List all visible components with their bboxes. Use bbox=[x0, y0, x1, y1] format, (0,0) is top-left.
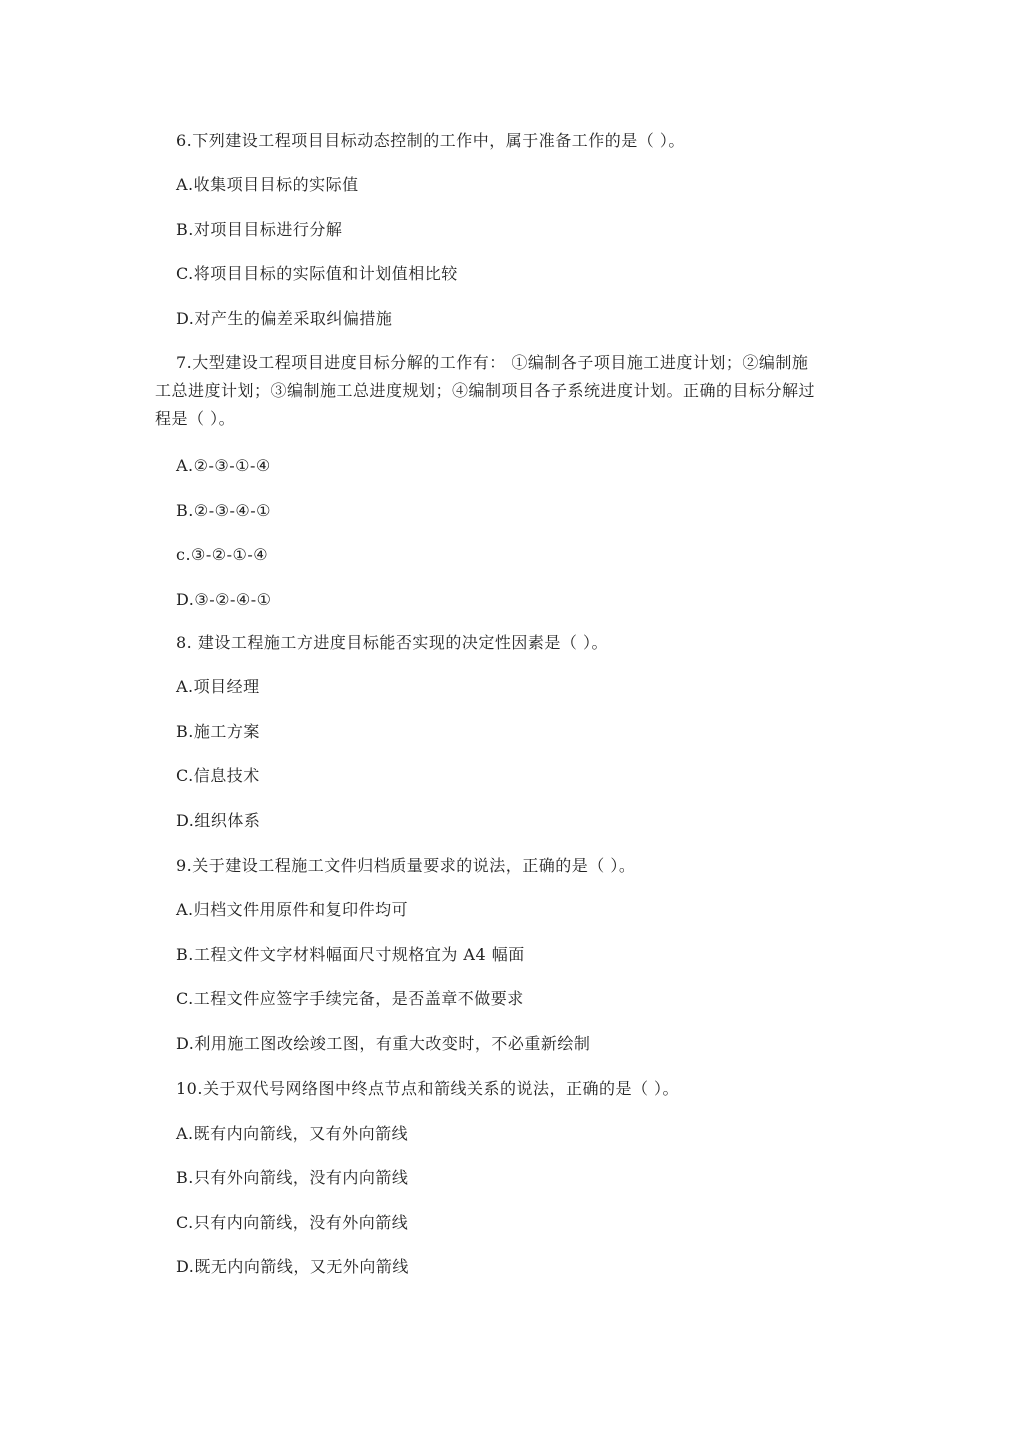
question-7-option-a: A.②-③-①-④ bbox=[176, 456, 271, 475]
question-8-option-b: B.施工方案 bbox=[176, 722, 260, 741]
question-9-stem: 9.关于建设工程施工文件归档质量要求的说法，正确的是（ ）。 bbox=[176, 856, 636, 875]
question-6-option-a: A.收集项目目标的实际值 bbox=[176, 175, 359, 194]
question-6-option-d: D.对产生的偏差采取纠偏措施 bbox=[176, 309, 393, 328]
question-10-option-c: C.只有内向箭线，没有外向箭线 bbox=[176, 1213, 409, 1232]
question-7-option-b: B.②-③-④-① bbox=[176, 501, 271, 520]
question-10-option-d: D.既无内向箭线，又无外向箭线 bbox=[176, 1257, 409, 1276]
question-9-option-b: B.工程文件文字材料幅面尺寸规格宜为 A4 幅面 bbox=[176, 945, 525, 964]
question-7-option-d: D.③-②-④-① bbox=[176, 590, 272, 609]
question-9-option-d: D.利用施工图改绘竣工图，有重大改变时，不必重新绘制 bbox=[176, 1034, 591, 1053]
question-6-option-b: B.对项目目标进行分解 bbox=[176, 220, 343, 239]
question-7-stem-line-2: 工总进度计划；③编制施工总进度规划；④编制项目各子系统进度计划。正确的目标分解过 bbox=[155, 381, 816, 400]
question-8-option-d: D.组织体系 bbox=[176, 811, 261, 830]
question-8-option-c: C.信息技术 bbox=[176, 766, 260, 785]
question-7-stem-line-3: 程是（ ）。 bbox=[155, 409, 236, 428]
question-7-option-c: c.③-②-①-④ bbox=[176, 545, 269, 564]
question-10-stem: 10.关于双代号网络图中终点节点和箭线关系的说法，正确的是（ ）。 bbox=[176, 1079, 680, 1098]
question-9-option-c: C.工程文件应签字手续完备，是否盖章不做要求 bbox=[176, 989, 524, 1008]
question-10-option-a: A.既有内向箭线，又有外向箭线 bbox=[176, 1124, 409, 1143]
question-9-option-a: A.归档文件用原件和复印件均可 bbox=[176, 900, 409, 919]
question-7-stem-line-1: 7.大型建设工程项目进度目标分解的工作有： ①编制各子项目施工进度计划；②编制施 bbox=[176, 353, 809, 372]
question-6-option-c: C.将项目目标的实际值和计划值相比较 bbox=[176, 264, 458, 283]
question-6-stem: 6.下列建设工程项目目标动态控制的工作中，属于准备工作的是（ ）。 bbox=[176, 131, 685, 150]
question-10-option-b: B.只有外向箭线，没有内向箭线 bbox=[176, 1168, 409, 1187]
question-8-option-a: A.项目经理 bbox=[176, 677, 260, 696]
question-8-stem: 8. 建设工程施工方进度目标能否实现的决定性因素是（ ）。 bbox=[176, 633, 608, 652]
